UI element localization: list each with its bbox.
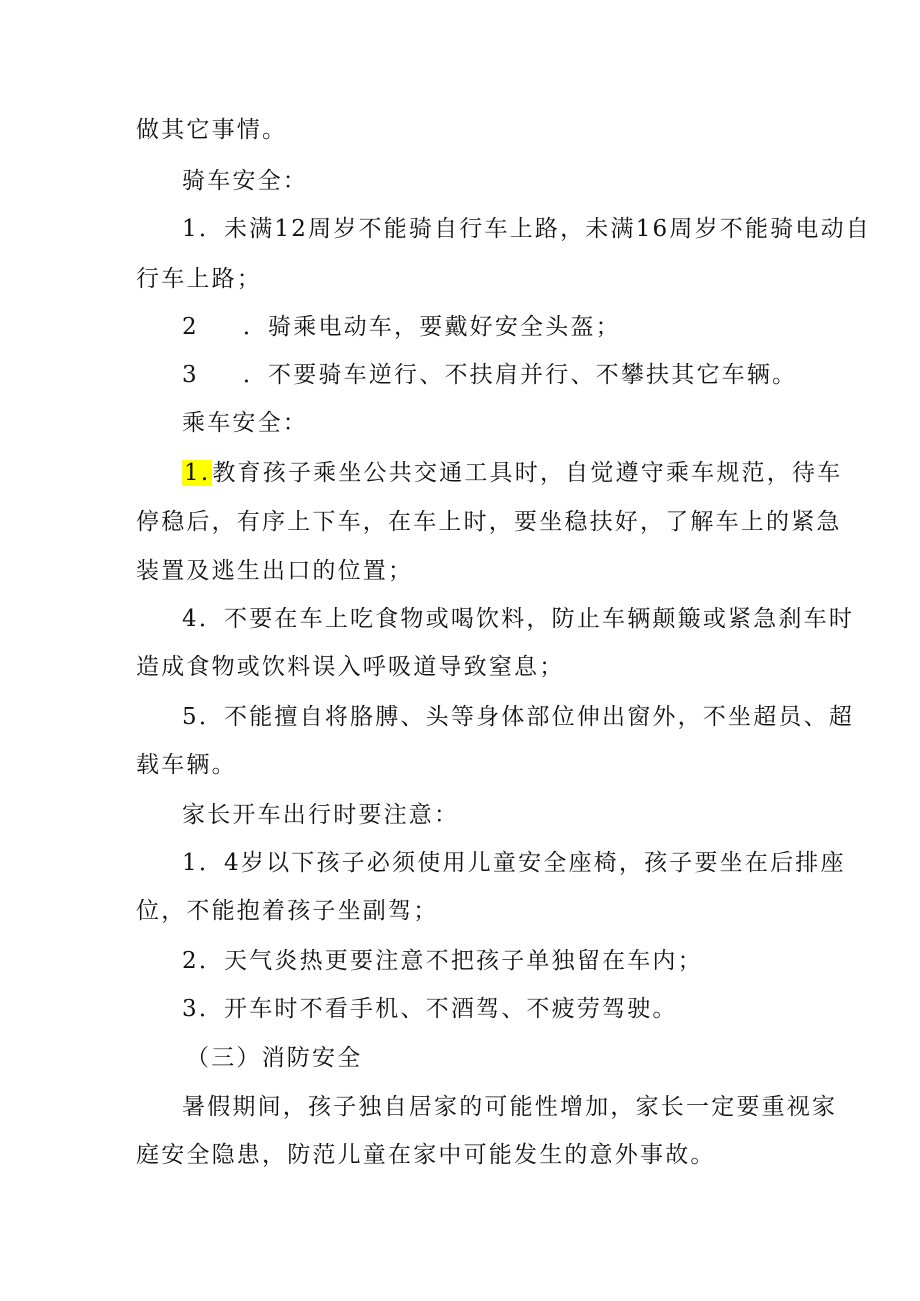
paragraph-line: 载车辆。 [136,752,237,778]
list-item-text: ．骑乘电动车，要戴好安全头盔； [242,314,621,340]
section-heading-parent-driving: 家长开车出行时要注意： [182,802,460,828]
section-heading-cycling-safety: 骑车安全： [182,168,308,194]
paragraph-line: 停稳后，有序上下车，在车上时，要坐稳扶好，了解车上的紧急 [136,509,842,535]
list-item-line [182,312,621,342]
highlighted-list-number: 1. [184,460,211,486]
list-item-line: 2．天气炎热更要注意不把孩子单独留在车内； [182,948,703,974]
list-item-line: 1．未满12周岁不能骑自行车上路，未满16周岁不能骑电动自 [182,216,871,242]
list-item-line [182,360,797,390]
list-item-line: 5．不能擅自将胳膊、头等身体部位伸出窗外，不坐超员、超 [182,704,855,730]
paragraph-line: 做其它事情。 [136,117,288,143]
paragraph-line: 暑假期间，孩子独自居家的可能性增加，家长一定要重视家 [182,1094,838,1120]
section-heading-riding-safety: 乘车安全： [182,410,308,436]
paragraph-line: 位，不能抱着孩子坐副驾； [136,898,439,924]
list-item-number: 2 [182,314,199,340]
list-item-line: 行车上路； [136,266,262,292]
list-item-line: 4．不要在车上吃食物或喝饮料，防止车辆颠簸或紧急刹车时 [182,606,855,632]
list-item-line [182,458,842,488]
list-item-line: 1．4岁以下孩子必须使用儿童安全座椅，孩子要坐在后排座 [182,850,846,876]
paragraph-line: 庭安全隐患，防范儿童在家中可能发生的意外事故。 [136,1142,716,1168]
list-item-text: 教育孩子乘坐公共交通工具时，自觉遵守乘车规范，待车 [212,460,843,486]
list-item-line: 3．开车时不看手机、不酒驾、不疲劳驾驶。 [182,996,678,1022]
section-heading-fire-safety: （三）消防安全 [186,1045,363,1071]
paragraph-line: 装置及逃生出口的位置； [136,558,414,584]
paragraph-line: 造成食物或饮料误入呼吸道导致窒息； [136,654,565,680]
list-item-number: 3 [182,362,199,388]
list-item-text: ．不要骑车逆行、不扶肩并行、不攀扶其它车辆。 [242,362,798,388]
